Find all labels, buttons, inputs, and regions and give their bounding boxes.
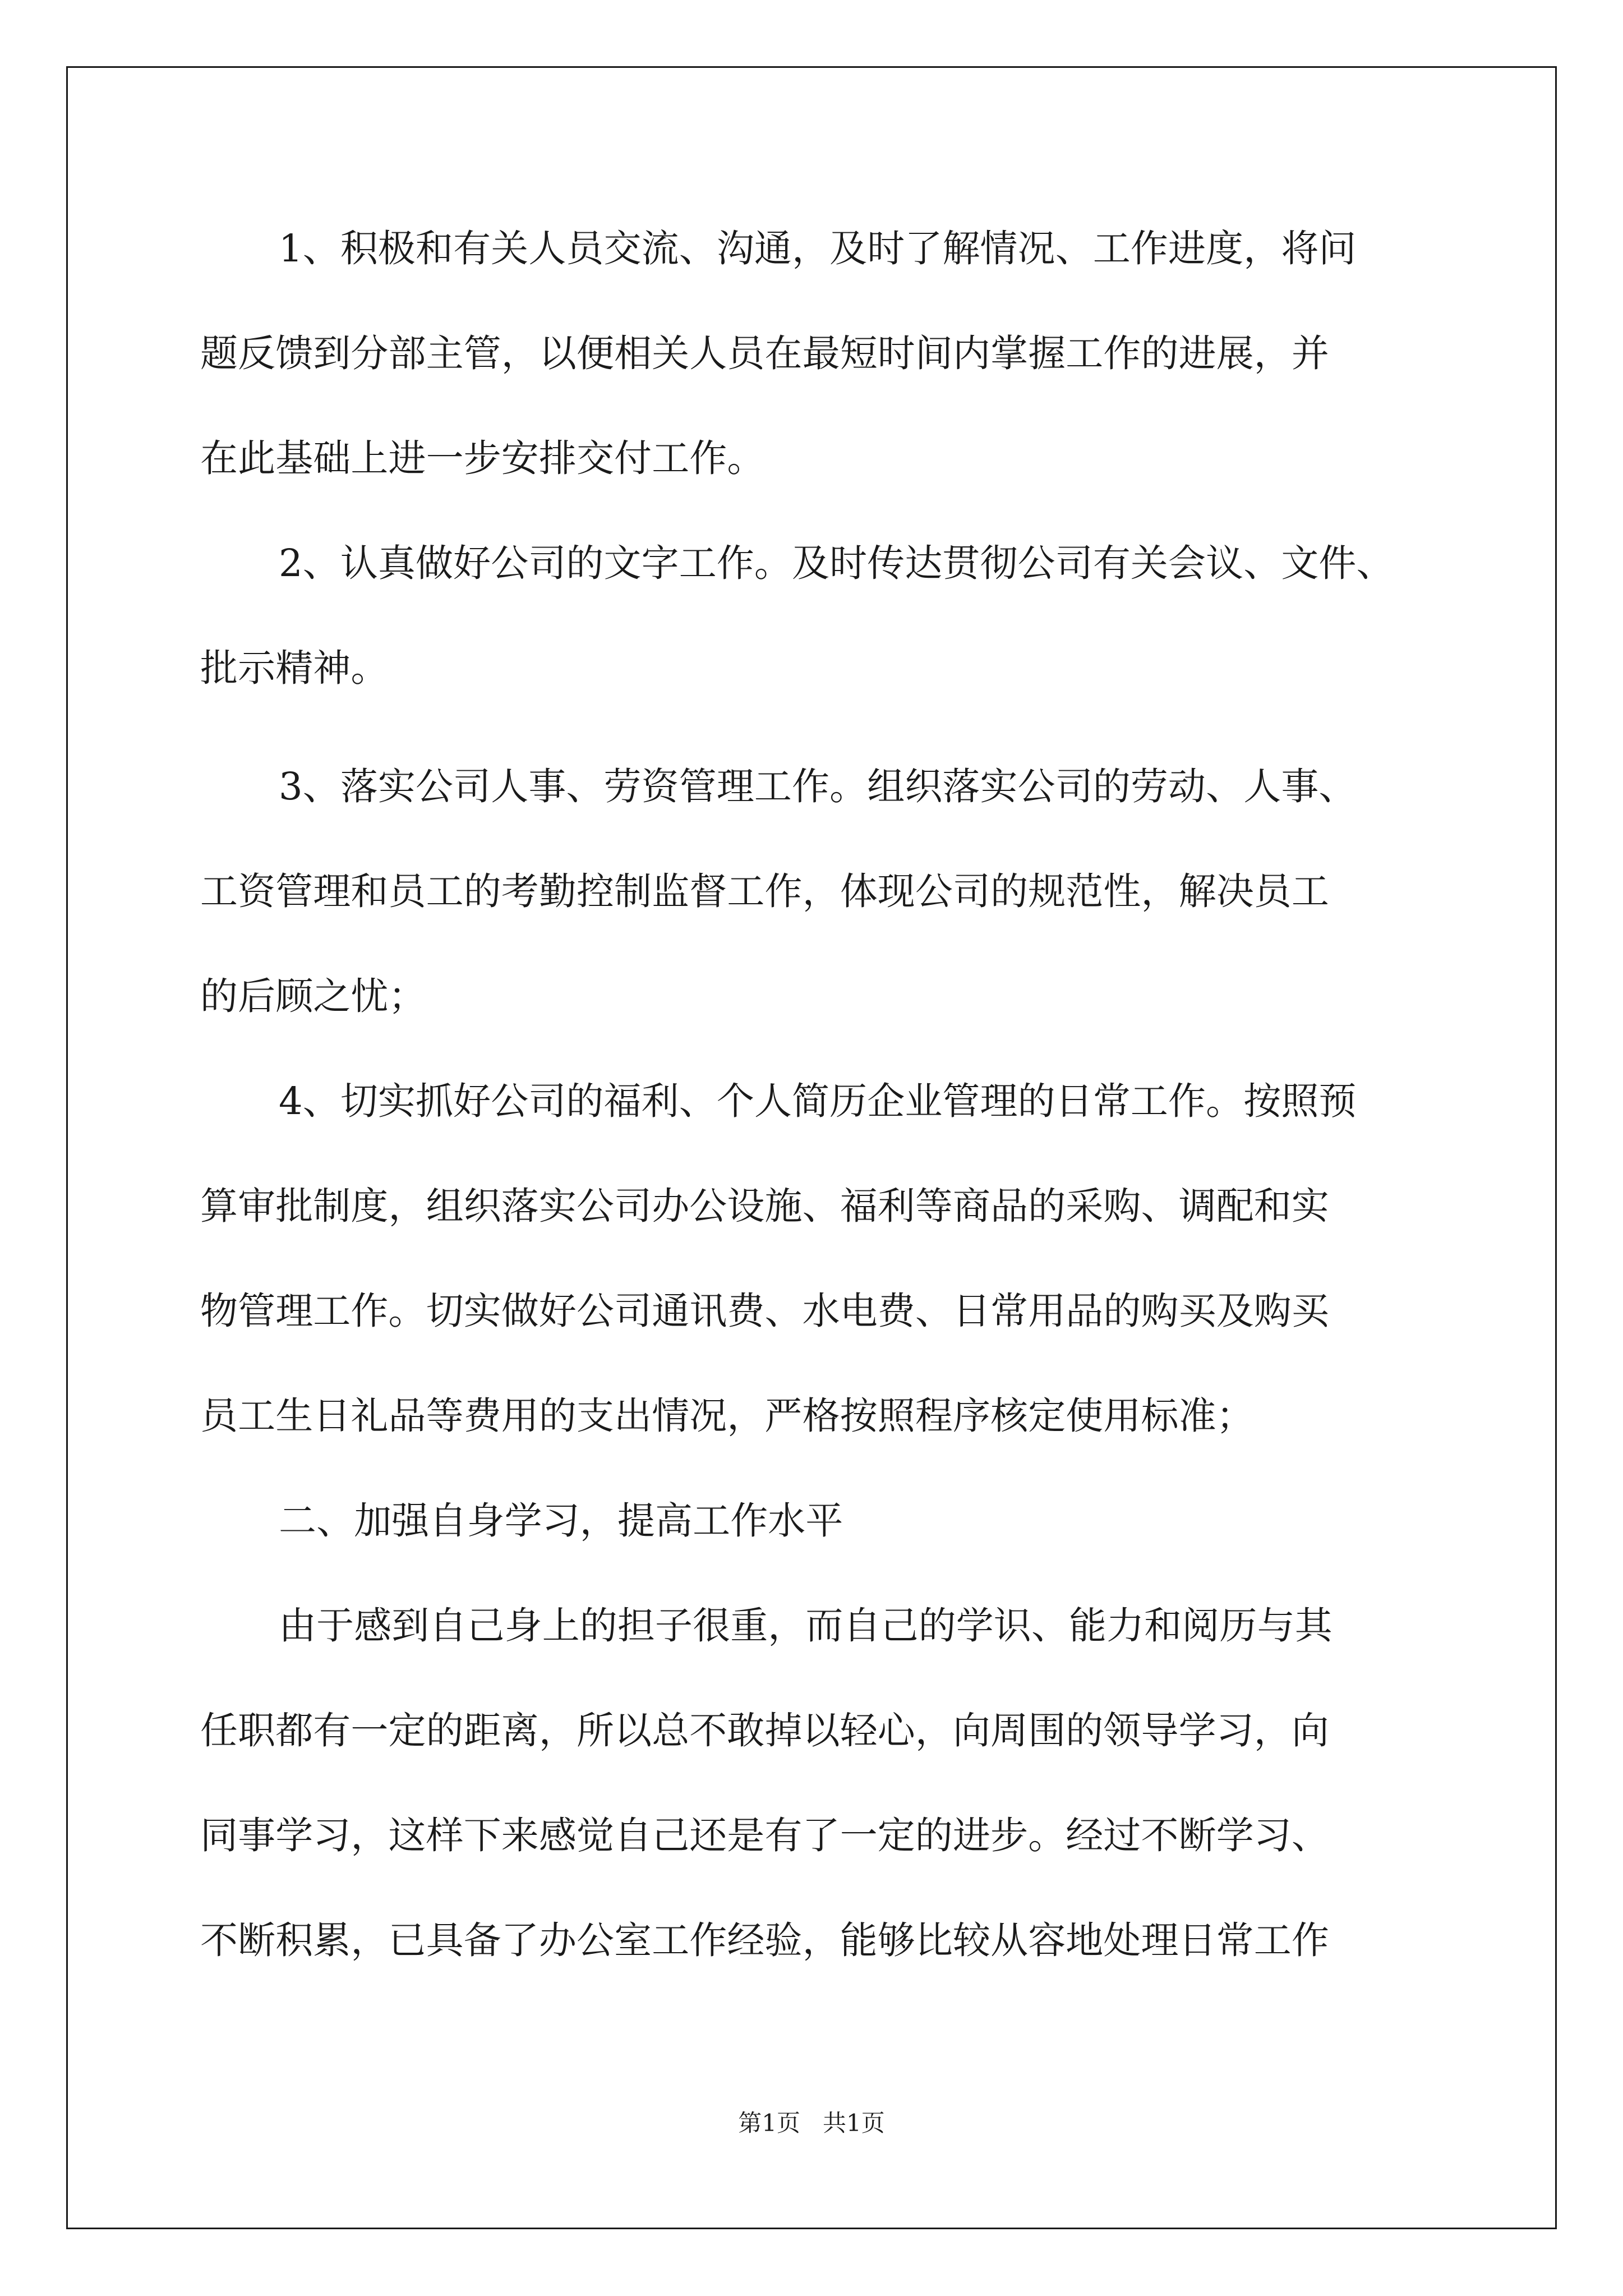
paragraph-5-line-4: 不断积累，已具备了办公室工作经验，能够比较从容地处理日常工作 — [200, 1918, 1329, 1962]
paragraph-4-line-3: 物管理工作。切实做好公司通讯费、水电费、日常用品的购买及购买 — [200, 1289, 1329, 1333]
paragraph-3-line-2: 工资管理和员工的考勤控制监督工作，体现公司的规范性，解决员工 — [200, 869, 1329, 913]
paragraph-3-line-3: 的后顾之忧； — [200, 974, 426, 1018]
paragraph-1-line-2: 题反馈到分部主管，以便相关人员在最短时间内掌握工作的进展，并 — [200, 332, 1329, 375]
paragraph-4-line-2: 算审批制度，组织落实公司办公设施、福利等商品的采购、调配和实 — [200, 1184, 1329, 1228]
paragraph-2-line-2: 批示精神。 — [200, 646, 389, 690]
paragraph-1-line-1: 1、积极和有关人员交流、沟通，及时了解情况、工作进度，将问 — [279, 227, 1357, 270]
paragraph-1-line-3: 在此基础上进一步安排交付工作。 — [200, 436, 765, 480]
section-heading: 二、加强自身学习，提高工作水平 — [279, 1499, 843, 1543]
paragraph-4-line-1: 4、切实抓好公司的福利、个人简历企业管理的日常工作。按照预 — [279, 1079, 1357, 1123]
paragraph-2-line-1: 2、认真做好公司的文字工作。及时传达贯彻公司有关会议、文件、 — [279, 541, 1394, 585]
paragraph-5-line-2: 任职都有一定的距离，所以总不敢掉以轻心，向周围的领导学习，向 — [200, 1709, 1329, 1752]
paragraph-5-line-3: 同事学习，这样下来感觉自己还是有了一定的进步。经过不断学习、 — [200, 1814, 1329, 1857]
paragraph-3-line-1: 3、落实公司人事、劳资管理工作。组织落实公司的劳动、人事、 — [279, 765, 1357, 808]
paragraph-5-line-1: 由于感到自己身上的担子很重，而自己的学识、能力和阅历与其 — [279, 1604, 1332, 1648]
paragraph-4-line-4: 员工生日礼品等费用的支出情况，严格按照程序核定使用标准； — [200, 1394, 1254, 1438]
page-number-footer: 第1页 共1页 — [738, 2109, 885, 2137]
page-border — [66, 66, 1557, 2229]
